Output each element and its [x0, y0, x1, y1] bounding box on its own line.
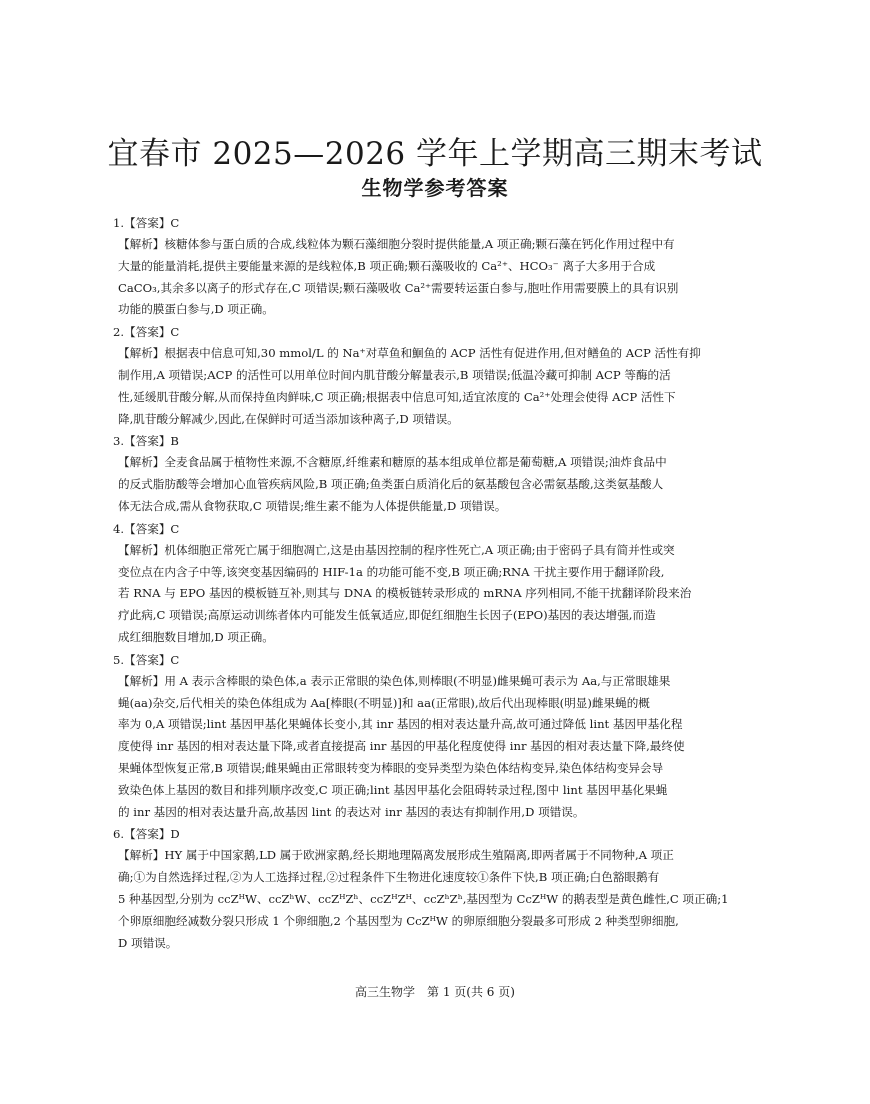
- explanation: [118, 671, 773, 824]
- page-subtitle: 生物学参考答案: [361, 176, 509, 200]
- explanation: [118, 234, 773, 321]
- explanation-line: 个卵原细胞经减数分裂只形成 1 个卵细胞,2 个基因型为 CcZᴴW 的卵原细胞分裂最多可形成 2 种类型卵细胞,: [118, 913, 679, 928]
- explanation-line: 确;①为自然选择过程,②为人工选择过程,②过程条件下生物进化速度较①条件下快,B 项正确;白色豁眼鹅有: [118, 870, 660, 885]
- answer-line: 1.【答案】C: [113, 216, 180, 230]
- explanation-line: 度使得 inr 基因的相对表达量下降,或者直接提高 inr 基因的甲基化程度使得 inr 基因的相对表达量下降,最终使: [118, 739, 685, 754]
- page-title: 宜春市 2025—2026 学年上学期高三期末考试: [107, 136, 763, 172]
- explanation-line: 疗此病,C 项错误;高原运动训练者体内可能发生低氧适应,即促红细胞生长因子(EPO)基因的表达增强,而造: [118, 608, 656, 623]
- explanation-line: 蝇(aa)杂交,后代相关的染色体组成为 Aa[棒眼(不明显)]和 aa(正常眼),故后代出现棒眼(明显)雌果蝇的概: [118, 695, 650, 710]
- explanation-line: D 项错误。: [118, 935, 178, 950]
- explanation-line: CaCO₃,其余多以离子的形式存在,C 项错误;颗石藻吸收 Ca²⁺需要转运蛋白参与,胞吐作用需要膜上的具有识别: [118, 280, 679, 295]
- explanation-line: 致染色体上基因的数目和排列顺序改变,C 项正确;lint 基因甲基化会阻碍转录过程,图中 lint 基因甲基化果蝇: [118, 782, 668, 797]
- question-block: [113, 649, 773, 824]
- question-block: [113, 212, 773, 321]
- question-block: [113, 518, 773, 649]
- explanation-line: 【解析】用 A 表示含棒眼的染色体,a 表示正常眼的染色体,则棒眼(不明显)雌果蝇可表示为 Aa,与正常眼雄果: [118, 673, 671, 688]
- explanation-line: 变位点在内含子中等,该突变基因编码的 HIF-1a 的功能可能不变,B 项正确;RNA 干扰主要作用于翻译阶段,: [118, 564, 665, 579]
- explanation: [118, 845, 773, 954]
- explanation-line: 【解析】全麦食品属于植物性来源,不含糖原,纤维素和糖原的基本组成单位都是葡萄糖,A 项错误;油炸食品中: [118, 455, 667, 470]
- explanation: [118, 343, 773, 430]
- explanation-line: 果蝇体型恢复正常,B 项错误;雌果蝇由正常眼转变为棒眼的变异类型为染色体结构变异,染色体结构变异会导: [118, 760, 664, 775]
- answer-line: 2.【答案】C: [113, 325, 180, 340]
- explanation: [118, 540, 773, 649]
- explanation-line: 若 RNA 与 EPO 基因的模板链互补,则其与 DNA 的模板链转录形成的 mRNA 序列相同,不能干扰翻译阶段来治: [118, 586, 692, 601]
- explanation-line: 成红细胞数目增加,D 项正确。: [118, 629, 274, 644]
- explanation-line: 大量的能量消耗,提供主要能量来源的是线粒体,B 项正确;颗石藻吸收的 Ca²⁺、HCO₃⁻ 离子大多用于合成: [118, 258, 656, 273]
- answer-line: 4.【答案】C: [113, 521, 180, 536]
- explanation-line: 制作用,A 项错误;ACP 的活性可以用单位时间内肌苷酸分解量表示,B 项错误;低温冷藏可抑制 ACP 等酶的活: [118, 367, 671, 382]
- explanation-line: 率为 0,A 项错误;lint 基因甲基化果蝇体长变小,其 inr 基因的相对表达量升高,故可通过降低 lint 基因甲基化程: [118, 717, 683, 732]
- page-footer: 高三生物学 第 1 页(共 6 页): [355, 985, 515, 999]
- explanation-line: 功能的膜蛋白参与,D 项正确。: [118, 302, 274, 317]
- explanation-line: 【解析】机体细胞正常死亡属于细胞凋亡,这是由基因控制的程序性死亡,A 项正确;由于密码子具有简并性或突: [118, 542, 675, 557]
- answer-line: 6.【答案】D: [113, 827, 180, 842]
- answer-line: 3.【答案】B: [113, 434, 179, 449]
- question-block: [113, 321, 773, 430]
- question-block: [113, 430, 773, 517]
- explanation-line: 5 种基因型,分别为 ccZᴴW、ccZʰW、ccZᴴZʰ、ccZᴴZᴴ、ccZʰZʰ,基因型为 CcZᴴW 的鹅表型是黄色雌性,C 项正确;1: [118, 891, 729, 906]
- explanation-line: 的反式脂肪酸等会增加心血管疾病风险,B 项正确;鱼类蛋白质消化后的氨基酸包含必需氨基酸,这类氨基酸人: [118, 477, 664, 492]
- answer-list: [113, 212, 773, 954]
- explanation-line: 体无法合成,需从食物获取,C 项错误;维生素不能为人体提供能量,D 项错误。: [118, 498, 507, 513]
- explanation-line: 性,延缓肌苷酸分解,从而保持鱼肉鲜味,C 项正确;根据表中信息可知,适宜浓度的 Ca²⁺处理会使得 ACP 活性下: [118, 389, 676, 404]
- explanation-line: 【解析】根据表中信息可知,30 mmol/L 的 Na⁺对草鱼和鮰鱼的 ACP 活性有促进作用,但对鳝鱼的 ACP 活性有抑: [118, 346, 701, 361]
- explanation-line: 【解析】核糖体参与蛋白质的合成,线粒体为颗石藻细胞分裂时提供能量,A 项正确;颗石藻在钙化作用过程中有: [118, 237, 675, 251]
- explanation-line: 降,肌苷酸分解减少,因此,在保鲜时可适当添加该种离子,D 项错误。: [118, 411, 459, 426]
- explanation: [118, 452, 773, 517]
- explanation-line: 的 inr 基因的相对表达量升高,故基因 lint 的表达对 inr 基因的表达有抑制作用,D 项错误。: [118, 804, 585, 819]
- answer-line: 5.【答案】C: [113, 652, 180, 667]
- question-block: [113, 823, 773, 954]
- explanation-line: 【解析】HY 属于中国家鹅,LD 属于欧洲家鹅,经长期地理隔离发展形成生殖隔离,即两者属于不同物种,A 项正: [118, 848, 674, 863]
